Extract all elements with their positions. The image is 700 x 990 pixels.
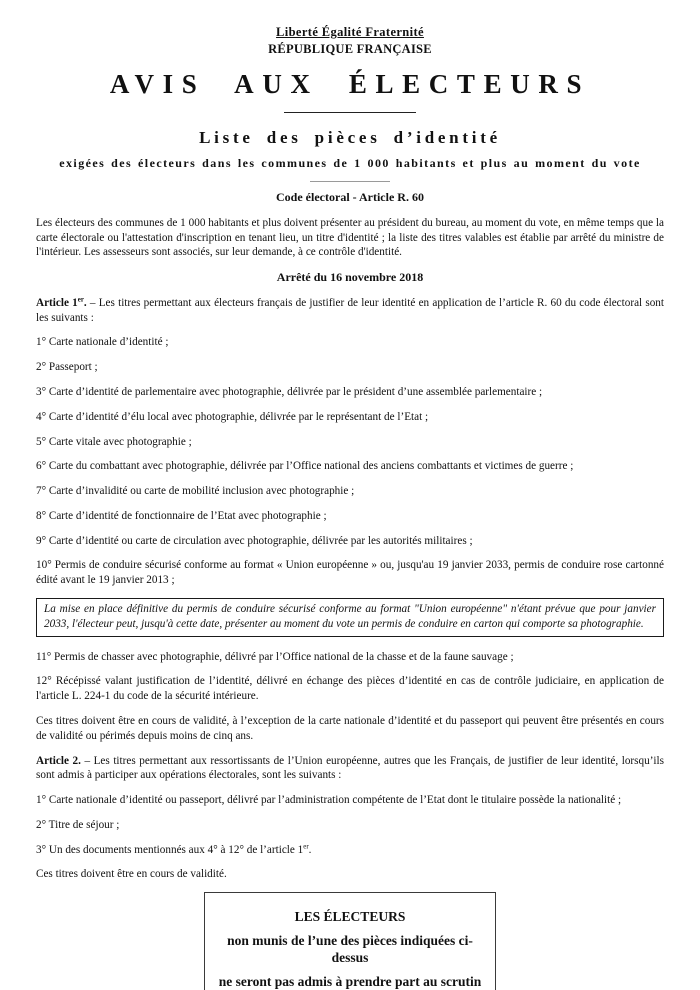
section-arrete — [36, 270, 664, 882]
arrete-heading: Arrêté du 16 novembre 2018 — [276, 270, 424, 285]
motto: Liberté Égalité Fraternité — [276, 25, 424, 39]
article2-intro — [36, 754, 664, 784]
list-item-6: 6° Carte du combattant avec photographie, délivrée par l’Office national des anciens combattants et victimes de guerre ; — [36, 460, 574, 473]
list-item-4: 4° Carte d’identité d’élu local avec photographie, délivrée par le représentant de l’Etat ; — [36, 410, 429, 423]
article2-intro-text: – Les titres permettant aux ressortissants de l’Union européenne, autres que les Français, de justifier de leur identité, lorsqu’ils sont admis à participer aux opérations électorales, sont les suivants : — [36, 754, 664, 782]
article2-item-3-end: . — [308, 843, 312, 856]
article2-item-3 — [36, 843, 664, 858]
warning-line-3: ne seront pas admis à prendre part au scrutin — [218, 973, 482, 989]
list-item-8: 8° Carte d’identité de fonctionnaire de l’Etat avec photographie ; — [36, 509, 327, 522]
code-electoral-heading: Code électoral - Article R. 60 — [276, 189, 424, 204]
warning-box — [204, 892, 496, 990]
article1-intro-text: – Les titres permettant aux électeurs français de justifier de leur identité en application de l’article R. 60 du code électoral sont les suivants : — [36, 296, 664, 324]
list-item-1: 1° Carte nationale d’identité ; — [36, 336, 169, 349]
warning-line-1: LES ÉLECTEURS — [294, 909, 406, 925]
list-item-7: 7° Carte d’invalidité ou carte de mobilité inclusion avec photographie ; — [36, 485, 355, 498]
article2-validity: Ces titres doivent être en cours de validité. — [36, 868, 227, 881]
article1-validity: Ces titres doivent être en cours de validité, à l’exception de la carte nationale d’identité et du passeport qui peuvent être présentés en cours de validité ou périmés depuis moins de cinq ans. — [36, 714, 664, 742]
list-item-2: 2° Passeport ; — [36, 361, 98, 374]
list-item-11: 11° Permis de chasser avec photographie, délivré par l’Office national de la chasse et de la faune sauvage ; — [36, 650, 514, 663]
article1-label-sup: er — [77, 295, 84, 304]
article2-label: Article 2. — [36, 754, 81, 767]
list-item-12: 12° Récépissé valant justification de l’identité, délivré en échange des pièces d’identité en cas de contrôle judiciaire, en application de l'article L. 224-1 du code de la sécurité intérieure. — [36, 675, 664, 703]
list-item-3: 3° Carte d’identité de parlementaire avec photographie, délivrée par le président d’une assemblée parlementaire ; — [36, 386, 543, 399]
subtitle-divider — [310, 181, 390, 182]
title-divider — [284, 112, 416, 113]
subtitle-main: Liste des pièces d’identité — [199, 127, 501, 147]
list-item-5: 5° Carte vitale avec photographie ; — [36, 435, 192, 448]
code-electoral-body: Les électeurs des communes de 1 000 habitants et plus doivent présenter au président du bureau, au moment du vote, en même temps que la carte électorale ou l'attestation d'inscription en tenant lieu, un titre d'identité ; la liste des titres valables est établie par arrêté du ministre de l'intérieur. Les assesseurs sont associés, sur leur demande, à ce contrôle d'identité. — [36, 216, 664, 259]
article1-intro — [36, 296, 664, 326]
article1-label — [36, 297, 87, 309]
driving-licence-note: La mise en place définitive du permis de conduire sécurisé conforme au format "Union européenne" n'étant prévue que pour janvier 2033, l'électeur peut, jusqu'à cette date, présenter au moment du vote un permis de conduire en carton qui comporte sa photographie. — [44, 603, 656, 630]
republic-name: RÉPUBLIQUE FRANÇAISE — [268, 41, 432, 56]
driving-licence-note-box — [36, 598, 664, 637]
page-title: AVIS AUX ÉLECTEURS — [109, 69, 591, 99]
subtitle-secondary: exigées des électeurs dans les communes de 1 000 habitants et plus au moment du vote — [59, 156, 641, 171]
document-header — [36, 24, 664, 182]
article2-item-3-sup: er — [303, 841, 309, 850]
warning-line-2: non munis de l’une des pièces indiquées ci-dessus — [227, 933, 473, 965]
list-item-10: 10° Permis de conduire sécurisé conforme au format « Union européenne » ou, jusqu'au 19 janvier 2033, permis de conduire rose cartonné édité avant le 19 janvier 2013 ; — [36, 559, 664, 587]
article1-label-end: . — [83, 296, 87, 309]
article1-label-text: Article 1 — [36, 296, 78, 309]
section-code-electoral — [36, 190, 664, 260]
article2-item-1: 1° Carte nationale d’identité ou passeport, délivré par l’administration compétente de l’Etat dont le titulaire possède la nationalité ; — [36, 794, 622, 807]
list-item-9: 9° Carte d’identité ou carte de circulation avec photographie, délivrée par les autorités militaires ; — [36, 534, 473, 547]
article2-item-2: 2° Titre de séjour ; — [36, 818, 120, 831]
article2-item-3-text: 3° Un des documents mentionnés aux 4° à 12° de l’article 1 — [36, 843, 304, 856]
